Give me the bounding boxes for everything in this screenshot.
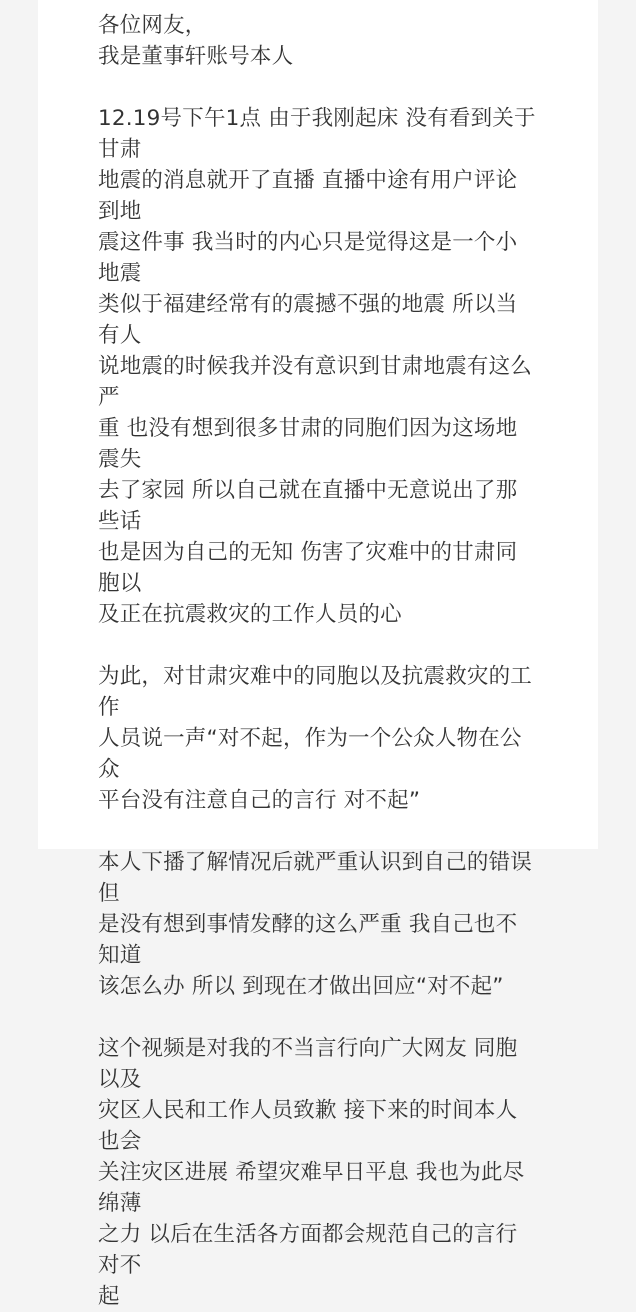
text-line: 去了家园 所以自己就在直播中无意说出了那些话 <box>98 478 518 534</box>
text-line: 是没有想到事情发酵的这么严重 我自己也不知道 <box>98 912 518 968</box>
text-line: 地震的消息就开了直播 直播中途有用户评论到地 <box>98 168 518 224</box>
text-line: 关注灾区进展 希望灾难早日平息 我也为此尽绵薄 <box>98 1160 525 1216</box>
identity-line: 我是董事轩账号本人 <box>98 44 294 69</box>
text-line: 为此，对甘肃灾难中的同胞以及抗震救灾的工作 <box>98 664 533 720</box>
text-line: 12.19号下午1点 由于我刚起床 没有看到关于甘肃 <box>98 106 536 162</box>
text-line: 也是因为自己的无知 伤害了灾难中的甘肃同胞以 <box>98 540 518 596</box>
text-line: 震这件事 我当时的内心只是觉得这是一个小地震 <box>98 230 518 286</box>
paragraph-4 <box>98 1033 538 1312</box>
paragraph-1 <box>98 103 538 630</box>
text-line: 灾区人民和工作人员致歉 接下来的时间本人也会 <box>98 1098 518 1154</box>
text-line: 类似于福建经常有的震撼不强的地震 所以当有人 <box>98 292 518 348</box>
text-line: 这个视频是对我的不当言行向广大网友 同胞以及 <box>98 1036 518 1092</box>
text-line: 重 也没有想到很多甘肃的同胞们因为这场地震失 <box>98 416 518 472</box>
text-line: 说地震的时候我并没有意识到甘肃地震有这么严 <box>98 354 533 410</box>
greeting-line: 各位网友， <box>98 13 207 38</box>
paragraph-gap <box>98 1002 538 1033</box>
text-line: 之力 以后在生活各方面都会规范自己的言行 对不 <box>98 1222 518 1278</box>
text-line: 及正在抗震救灾的工作人员的心 <box>98 602 402 627</box>
text-line: 人员说一声“对不起，作为一个公众人物在公众 <box>98 726 522 782</box>
document-page <box>38 0 598 1309</box>
text-line: 起 <box>98 1284 120 1309</box>
text-line: 平台没有注意自己的言行 对不起” <box>98 788 421 813</box>
paragraph-2 <box>98 661 538 816</box>
document-body <box>98 10 538 1312</box>
text-line: 该怎么办 所以 到现在才做出回应“对不起” <box>98 974 504 999</box>
paragraph-3 <box>98 847 538 1002</box>
text-line: 本人下播了解情况后就严重认识到自己的错误 但 <box>98 850 533 906</box>
paragraph-gap <box>98 816 538 847</box>
paragraph-gap <box>98 72 538 103</box>
paragraph-gap <box>98 630 538 661</box>
